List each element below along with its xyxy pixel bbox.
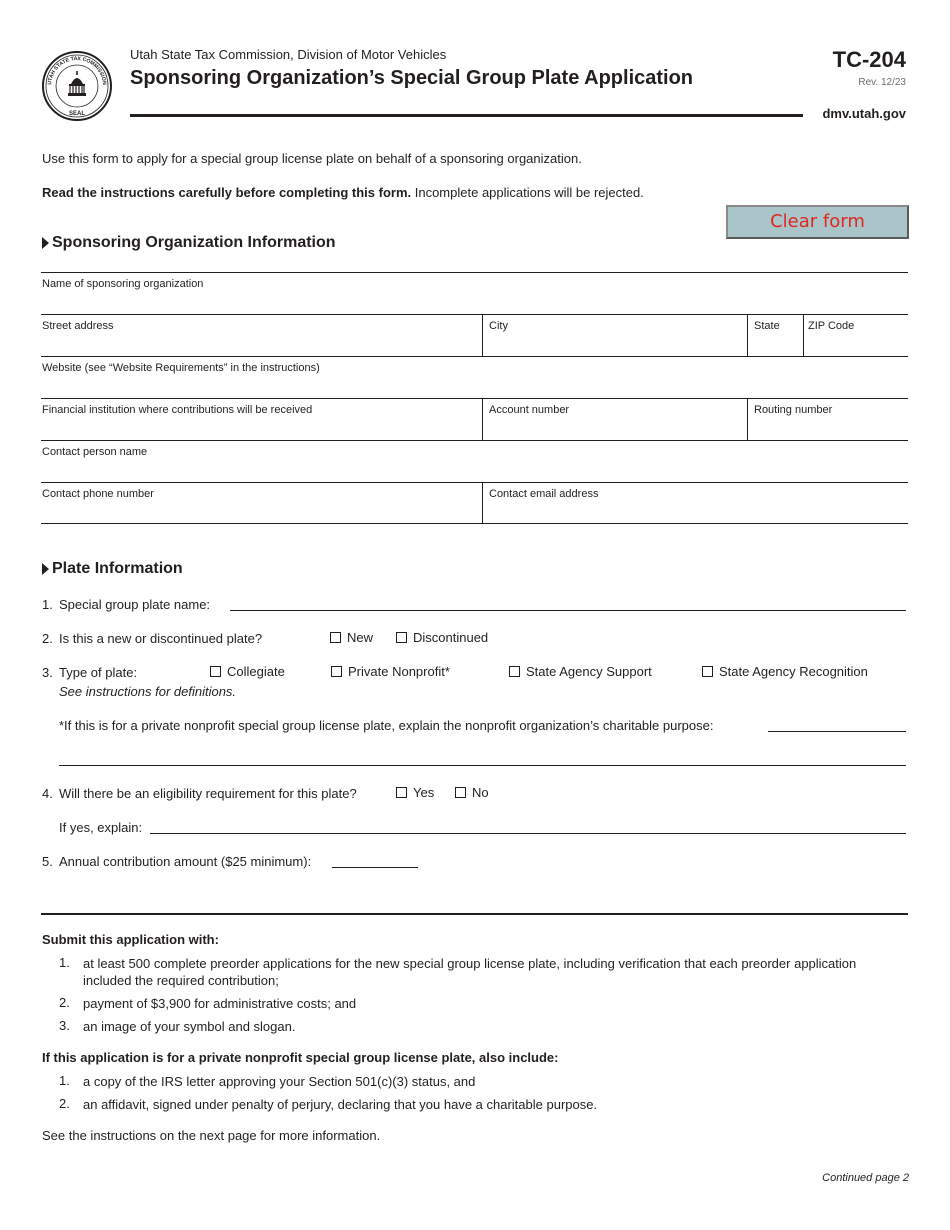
clear-form-button[interactable]: Clear form <box>726 205 909 239</box>
list-item: an affidavit, signed under penalty of perjury, declaring that you have a charitable purpose. <box>83 1097 598 1112</box>
triangle-bullet-icon <box>42 237 49 249</box>
website-url: dmv.utah.gov <box>822 106 906 121</box>
routing-cell: Routing number <box>747 399 908 440</box>
checkbox-icon <box>396 787 407 798</box>
website-row <box>41 356 908 398</box>
checkbox-icon <box>455 787 466 798</box>
checkbox-collegiate[interactable]: Collegiate <box>210 664 285 679</box>
contact-name-input[interactable] <box>43 460 906 480</box>
eligibility-explain-line[interactable] <box>150 833 906 834</box>
checkbox-icon <box>509 666 520 677</box>
section-divider <box>41 913 908 915</box>
org-name-input[interactable] <box>43 292 906 312</box>
org-name-cell: Name of sponsoring organization <box>41 273 908 314</box>
q1-label: Special group plate name: <box>59 597 211 612</box>
q2-number: 2. <box>42 631 53 646</box>
account-cell: Account number <box>482 399 747 440</box>
website-cell: Website (see “Website Requirements” in the instructions) <box>41 357 908 398</box>
state-cell: State <box>747 315 803 356</box>
nonprofit-footnote: *If this is for a private nonprofit special group license plate, explain the nonprofit organization’s charitable purpose: <box>59 718 714 733</box>
checkbox-icon <box>210 666 221 677</box>
checkbox-icon <box>331 666 342 677</box>
q5-label: Annual contribution amount ($25 minimum): <box>59 854 312 869</box>
q4-explain-label: If yes, explain: <box>59 820 143 835</box>
q1-number: 1. <box>42 597 53 612</box>
q3-label: Type of plate: <box>59 665 138 680</box>
triangle-bullet-icon <box>42 563 49 575</box>
q3-note: See instructions for definitions. <box>59 684 237 699</box>
contact-name-row <box>41 440 908 482</box>
checkbox-state-agency-recognition[interactable]: State Agency Recognition <box>702 664 868 679</box>
list-number: 1. <box>59 1073 70 1088</box>
contact-row <box>41 482 908 524</box>
form-number: TC-204 <box>832 47 906 72</box>
contact-email-input[interactable] <box>485 501 906 521</box>
intro-text: Use this form to apply for a special group license plate on behalf of a sponsoring organization. <box>42 151 582 166</box>
street-input[interactable] <box>43 334 480 354</box>
checkbox-state-agency-support[interactable]: State Agency Support <box>509 664 652 679</box>
contact-phone-input[interactable] <box>43 501 480 521</box>
city-input[interactable] <box>485 334 745 354</box>
charitable-purpose-line-2[interactable] <box>59 765 906 766</box>
svg-text:SEAL: SEAL <box>68 111 86 117</box>
see-instructions-note: See the instructions on the next page for more information. <box>42 1128 381 1143</box>
checkbox-discontinued[interactable]: Discontinued <box>396 630 488 645</box>
list-item: an image of your symbol and slogan. <box>83 1019 296 1034</box>
account-number-input[interactable] <box>485 418 745 438</box>
contact-email-cell: Contact email address <box>482 483 908 523</box>
q5-number: 5. <box>42 854 53 869</box>
q3-number: 3. <box>42 665 53 680</box>
contact-phone-cell: Contact phone number <box>41 483 482 523</box>
contribution-amount-line[interactable] <box>332 867 418 868</box>
org-name-row <box>41 272 908 314</box>
checkbox-icon <box>702 666 713 677</box>
list-number: 2. <box>59 1096 70 1111</box>
checkbox-no[interactable]: No <box>455 785 489 800</box>
checkbox-icon <box>396 632 407 643</box>
list-item: a copy of the IRS letter approving your Section 501(c)(3) status, and <box>83 1074 476 1089</box>
checkbox-private-nonprofit[interactable]: Private Nonprofit* <box>331 664 450 679</box>
continued-note: Continued page 2 <box>822 1172 909 1184</box>
q4-number: 4. <box>42 786 53 801</box>
financial-institution-input[interactable] <box>43 418 480 438</box>
agency-name: Utah State Tax Commission, Division of Motor Vehicles <box>130 47 447 62</box>
org-section-heading: Sponsoring Organization Information <box>42 234 336 252</box>
org-info-grid <box>41 272 908 524</box>
q4-label: Will there be an eligibility requirement for this plate? <box>59 786 357 801</box>
nonprofit-heading: If this application is for a private nonprofit special group license plate, also include: <box>42 1050 559 1065</box>
checkbox-new[interactable]: New <box>330 630 373 645</box>
state-input[interactable] <box>750 334 801 354</box>
contact-name-cell: Contact person name <box>41 441 908 482</box>
list-number: 1. <box>59 955 70 970</box>
routing-number-input[interactable] <box>750 418 906 438</box>
checkbox-icon <box>330 632 341 643</box>
plate-name-line[interactable] <box>230 610 906 611</box>
address-row <box>41 314 908 356</box>
financial-cell: Financial institution where contributions will be received <box>41 399 482 440</box>
utah-tax-commission-seal <box>41 50 113 122</box>
city-cell: City <box>482 315 747 356</box>
header-divider <box>130 114 803 117</box>
list-number: 2. <box>59 995 70 1010</box>
page-title: Sponsoring Organization’s Special Group Plate Application <box>130 67 694 89</box>
street-cell: Street address <box>41 315 482 356</box>
list-item: payment of $3,900 for administrative costs; and <box>83 996 357 1011</box>
svg-text:UTAH STATE TAX COMMISSION: UTAH STATE TAX COMMISSION <box>46 55 108 86</box>
financial-row <box>41 398 908 440</box>
zip-cell: ZIP Code <box>803 315 908 356</box>
checkbox-yes[interactable]: Yes <box>396 785 434 800</box>
plate-section-heading: Plate Information <box>42 560 183 578</box>
zip-input[interactable] <box>806 334 906 354</box>
intro-warning: Read the instructions carefully before completing this form. Incomplete applications will be rejected. <box>42 185 644 200</box>
revision-date: Rev. 12/23 <box>858 77 906 88</box>
website-input[interactable] <box>43 376 906 396</box>
q2-label: Is this a new or discontinued plate? <box>59 631 263 646</box>
list-item: at least 500 complete preorder applications for the new special group license plate, including verification that each preorder application included the required contribution; <box>83 956 857 988</box>
submit-heading: Submit this application with: <box>42 932 219 947</box>
charitable-purpose-line[interactable] <box>768 731 906 732</box>
list-number: 3. <box>59 1018 70 1033</box>
